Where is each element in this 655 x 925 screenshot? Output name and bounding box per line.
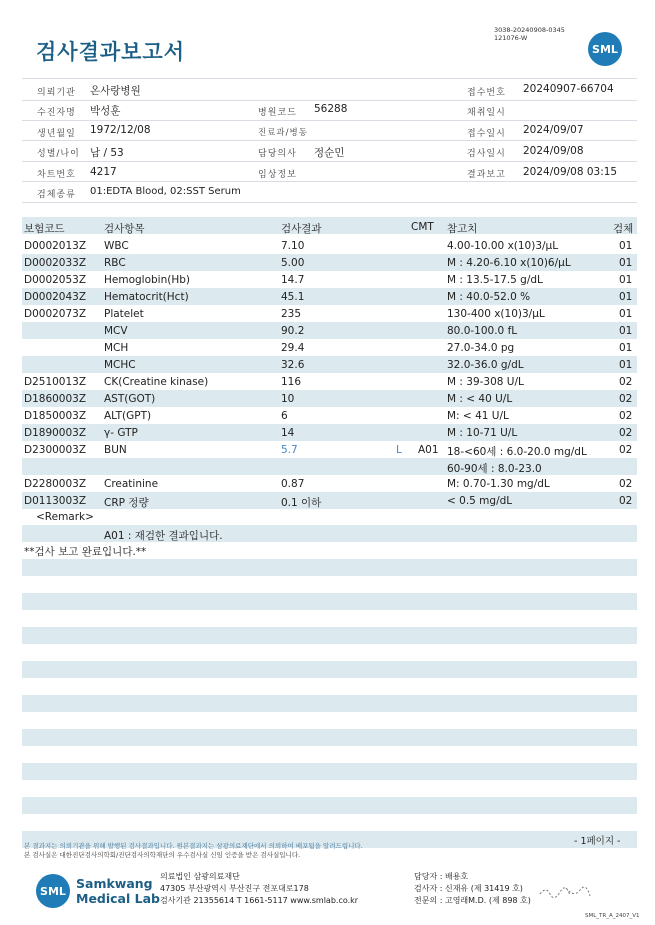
footer-note-2: 본 검사실은 대한진단검사의학회/진단검사의학재단의 우수검사실 신임 인증을 받은 검사실입니다. xyxy=(24,851,301,859)
cell-item: ALT(GPT) xyxy=(104,410,152,422)
empty-row-band xyxy=(22,627,637,644)
cell-result: 235 xyxy=(281,308,302,320)
cell-item: Platelet xyxy=(104,308,144,320)
complete-text: **검사 보고 완료입니다.** xyxy=(24,546,147,558)
divider xyxy=(22,78,637,79)
cell-specimen: 01 xyxy=(619,291,633,303)
staff-specialist: 전문의 : 고영래M.D. (제 898 호) xyxy=(414,896,531,905)
cell-result: 45.1 xyxy=(281,291,305,303)
cell-specimen: 02 xyxy=(619,495,633,507)
receipt-date-label: 접수일시 xyxy=(467,129,506,139)
report-label: 결과보고 xyxy=(467,170,506,180)
chart-label: 차트번호 xyxy=(37,170,76,180)
cell-code: D2280003Z xyxy=(24,478,87,490)
header-reference: 참고치 xyxy=(447,223,478,235)
cell-item: Hemoglobin(Hb) xyxy=(104,274,191,286)
org-address: 47305 부산광역시 부산진구 전포대로178 xyxy=(160,884,309,893)
cell-item: MCV xyxy=(104,325,128,337)
cell-item: γ- GTP xyxy=(104,427,138,439)
cell-reference: M : 40.0-52.0 % xyxy=(447,291,531,303)
footer-sml-logo xyxy=(36,874,70,908)
staff-examiner: 검사자 : 신재유 (제 31419 호) xyxy=(414,884,523,893)
name-value: 박성훈 xyxy=(90,105,121,117)
chart-value: 4217 xyxy=(90,166,117,178)
hospital-label: 의뢰기관 xyxy=(37,88,76,98)
hospital-code-value: 56288 xyxy=(314,103,348,115)
empty-row-band xyxy=(22,593,637,610)
header-item: 검사항목 xyxy=(104,223,145,235)
doctor-value: 정순민 xyxy=(314,147,345,159)
organization-info xyxy=(160,871,358,907)
sex-age-label: 성별/나이 xyxy=(37,149,80,159)
specimen-label: 검체종류 xyxy=(37,190,76,200)
document-code-line-2: 121076-W xyxy=(494,34,528,42)
cell-item: BUN xyxy=(104,444,127,456)
cell-item: Hematocrit(Hct) xyxy=(104,291,189,303)
cell-reference: M : 39-308 U/L xyxy=(447,376,524,388)
remark-text: A01 : 재검한 결과입니다. xyxy=(104,530,223,542)
signature xyxy=(536,880,596,908)
cell-specimen: 01 xyxy=(619,308,633,320)
form-code: SML_TR_A_2407_V1 xyxy=(585,913,640,919)
receipt-no-label: 접수번호 xyxy=(467,88,506,98)
hospital-value: 온사랑병원 xyxy=(90,85,141,97)
cell-reference: 130-400 x(10)3/μL xyxy=(447,308,545,320)
table-row xyxy=(22,458,637,475)
cell-code: D0002043Z xyxy=(24,291,87,303)
cell-specimen: 02 xyxy=(619,444,633,456)
cell-item: Creatinine xyxy=(104,478,159,490)
org-name: 의료법인 삼광의료재단 xyxy=(160,872,240,881)
cell-specimen: 01 xyxy=(619,342,633,354)
cell-result: 6 xyxy=(281,410,288,422)
cell-reference: 32.0-36.0 g/dL xyxy=(447,359,524,371)
sex-age-value: 남 / 53 xyxy=(90,147,124,159)
divider xyxy=(22,140,637,141)
cell-specimen: 02 xyxy=(619,393,633,405)
sml-logo-text: SML xyxy=(592,42,618,56)
brand-line-1: Samkwang xyxy=(76,876,153,891)
cell-specimen: 01 xyxy=(619,359,633,371)
report-title: 검사결과보고서 xyxy=(36,40,186,64)
dob-value: 1972/12/08 xyxy=(90,124,151,136)
dept-label: 진료과/병동 xyxy=(258,128,308,138)
empty-row-band xyxy=(22,695,637,712)
cell-reference: M : 4.20-6.10 x(10)6/μL xyxy=(447,257,571,269)
cell-reference: 80.0-100.0 fL xyxy=(447,325,518,337)
cell-result: 90.2 xyxy=(281,325,305,337)
cell-reference: 60-90세 : 8.0-23.0 xyxy=(447,463,542,475)
document-code-line-1: 3038-20240908-0345 xyxy=(494,26,565,34)
cell-code: D0113003Z xyxy=(24,495,87,507)
empty-row-band xyxy=(22,559,637,576)
cell-result: 14.7 xyxy=(281,274,305,286)
cell-item: CK(Creatine kinase) xyxy=(104,376,209,388)
divider xyxy=(22,100,637,101)
footer-note-1: 본 결과지는 의뢰기관을 위해 발행된 검사결과입니다. 원본결과지는 삼광의료재단에서 의뢰하여 배포됨을 알려드립니다. xyxy=(24,842,363,850)
hospital-code-label: 병원코드 xyxy=(258,108,297,118)
cell-specimen: 01 xyxy=(619,325,633,337)
remark-label: <Remark> xyxy=(36,511,94,523)
name-label: 수진자명 xyxy=(37,108,76,118)
cell-item: RBC xyxy=(104,257,126,269)
cell-item: MCHC xyxy=(104,359,136,371)
cell-specimen: 02 xyxy=(619,376,633,388)
sml-logo xyxy=(588,32,622,66)
page-number: - 1페이지 - xyxy=(574,836,621,847)
cell-result: 5.7 xyxy=(281,444,298,456)
cell-code: D1850003Z xyxy=(24,410,87,422)
header-code: 보험코드 xyxy=(24,223,65,235)
dob-label: 생년월일 xyxy=(37,129,76,139)
cell-specimen: 02 xyxy=(619,410,633,422)
collect-label: 채취일시 xyxy=(467,108,506,118)
cell-code: D0002053Z xyxy=(24,274,87,286)
cell-code: D1890003Z xyxy=(24,427,87,439)
cell-reference: M : 10-71 U/L xyxy=(447,427,518,439)
cell-specimen: 01 xyxy=(619,257,633,269)
header-cmt: CMT xyxy=(411,221,434,233)
staff-info xyxy=(414,871,531,907)
exam-date-value: 2024/09/08 xyxy=(523,145,584,157)
cell-reference: 4.00-10.00 x(10)3/μL xyxy=(447,240,559,252)
cell-reference: 27.0-34.0 pg xyxy=(447,342,515,354)
doctor-label: 담당의사 xyxy=(258,149,297,159)
cell-item: CRP 정량 xyxy=(104,497,149,509)
cell-result: 29.4 xyxy=(281,342,305,354)
cell-item: MCH xyxy=(104,342,129,354)
brand-line-2: Medical Lab xyxy=(76,891,160,906)
clinical-label: 임상정보 xyxy=(258,170,297,180)
empty-row-band xyxy=(22,661,637,678)
cell-result: 10 xyxy=(281,393,295,405)
exam-date-label: 검사일시 xyxy=(467,149,506,159)
cell-code: D0002033Z xyxy=(24,257,87,269)
brand-name xyxy=(76,876,160,906)
cell-item: AST(GOT) xyxy=(104,393,156,405)
receipt-no-value: 20240907-66704 xyxy=(523,83,614,95)
cell-flag: L xyxy=(396,444,402,456)
cell-specimen: 01 xyxy=(619,240,633,252)
cell-item: WBC xyxy=(104,240,129,252)
cell-cmt: A01 xyxy=(418,444,439,456)
cell-code: D0002073Z xyxy=(24,308,87,320)
cell-reference: < 0.5 mg/dL xyxy=(447,495,513,507)
empty-row-band xyxy=(22,763,637,780)
receipt-date-value: 2024/09/07 xyxy=(523,124,584,136)
empty-row-band xyxy=(22,797,637,814)
cell-result: 116 xyxy=(281,376,302,388)
cell-specimen: 02 xyxy=(619,427,633,439)
org-contact: 검사기관 21355614 T 1661-5117 www.smlab.co.kr xyxy=(160,896,359,905)
cell-code: D0002013Z xyxy=(24,240,87,252)
divider xyxy=(22,181,637,182)
cell-reference: 18-<60세 : 6.0-20.0 mg/dL xyxy=(447,446,587,458)
cell-result: 0.1 이하 xyxy=(281,497,322,509)
report-value: 2024/09/08 03:15 xyxy=(523,166,618,178)
cell-code: D1860003Z xyxy=(24,393,87,405)
cell-specimen: 02 xyxy=(619,478,633,490)
divider xyxy=(22,202,637,203)
cell-result: 7.10 xyxy=(281,240,305,252)
specimen-value: 01:EDTA Blood, 02:SST Serum xyxy=(90,186,241,197)
header-specimen: 검체 xyxy=(613,223,634,235)
cell-reference: M : 13.5-17.5 g/dL xyxy=(447,274,543,286)
cell-result: 14 xyxy=(281,427,295,439)
cell-specimen: 01 xyxy=(619,274,633,286)
empty-row-band xyxy=(22,729,637,746)
cell-result: 5.00 xyxy=(281,257,305,269)
cell-result: 0.87 xyxy=(281,478,305,490)
cell-reference: M: 0.70-1.30 mg/dL xyxy=(447,478,550,490)
cell-code: D2510013Z xyxy=(24,376,87,388)
divider xyxy=(22,161,637,162)
cell-result: 32.6 xyxy=(281,359,305,371)
footer-logo-text: SML xyxy=(40,884,66,898)
document-code xyxy=(494,26,565,42)
staff-manager: 담당자 : 배용호 xyxy=(414,872,469,881)
header-result: 검사결과 xyxy=(281,223,322,235)
cell-reference: M: < 41 U/L xyxy=(447,410,509,422)
divider xyxy=(22,120,637,121)
cell-reference: M : < 40 U/L xyxy=(447,393,513,405)
cell-code: D2300003Z xyxy=(24,444,87,456)
